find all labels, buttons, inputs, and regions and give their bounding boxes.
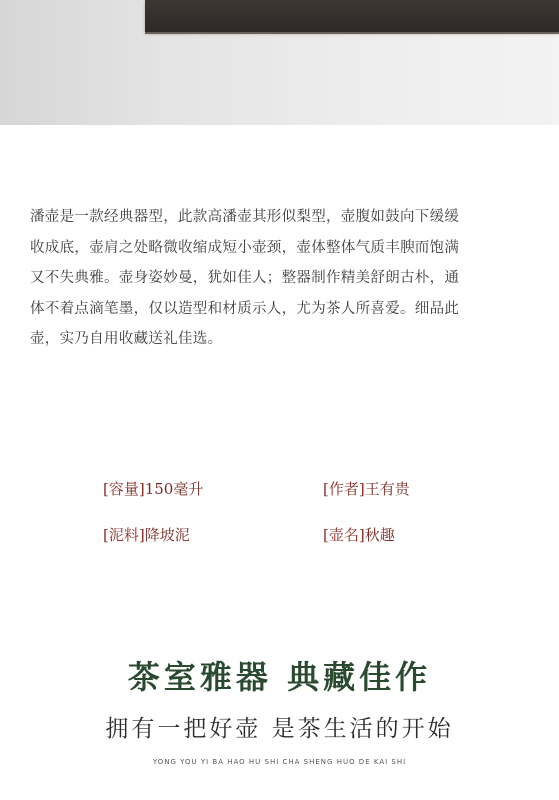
spec-name: [323, 524, 395, 545]
spec-capacity: [103, 478, 203, 499]
description-line: 潘壶是一款经典器型，此款高潘壶其形似梨型，壶腹如鼓向下缓缓: [30, 209, 460, 225]
description-line: 体不着点滴笔墨，仅以造型和材质示人，尤为茶人所喜爱。细品此: [30, 300, 460, 317]
hero-image: [0, 0, 559, 125]
wooden-shelf-image: [145, 0, 559, 32]
spec-maker: [323, 478, 410, 499]
spec-maker-value: 王有贵: [364, 480, 410, 498]
spec-name-value: 秋趣: [364, 526, 395, 544]
description-line: 壶，实乃自用收藏送礼佳选。: [30, 331, 223, 347]
description-line: 收成底，壶肩之处略微收缩成短小壶颈，壶体整体气质丰腴而饱满: [30, 239, 460, 256]
description-line: 又不失典雅。壶身姿妙曼，犹如佳人；整器制作精美舒朗古朴，通: [30, 270, 460, 286]
product-description: [30, 202, 530, 355]
slogan-pinyin: YONG YOU YI BA HAO HU SHI CHA SHENG HUO DE KAI SHI: [152, 758, 407, 766]
spec-capacity-label: [容量]: [103, 480, 145, 498]
spec-clay-value: 降坡泥: [144, 526, 190, 544]
spec-clay-label: [泥料]: [103, 526, 145, 544]
spec-name-label: [壶名]: [323, 526, 365, 544]
spec-clay: [103, 524, 190, 545]
slogan-title: 茶室雅器 典藏佳作: [127, 658, 432, 696]
spec-maker-label: [作者]: [323, 480, 365, 498]
slogan-subtitle: 拥有一把好壶 是茶生活的开始: [105, 716, 454, 742]
spec-capacity-value: 150毫升: [144, 480, 204, 498]
